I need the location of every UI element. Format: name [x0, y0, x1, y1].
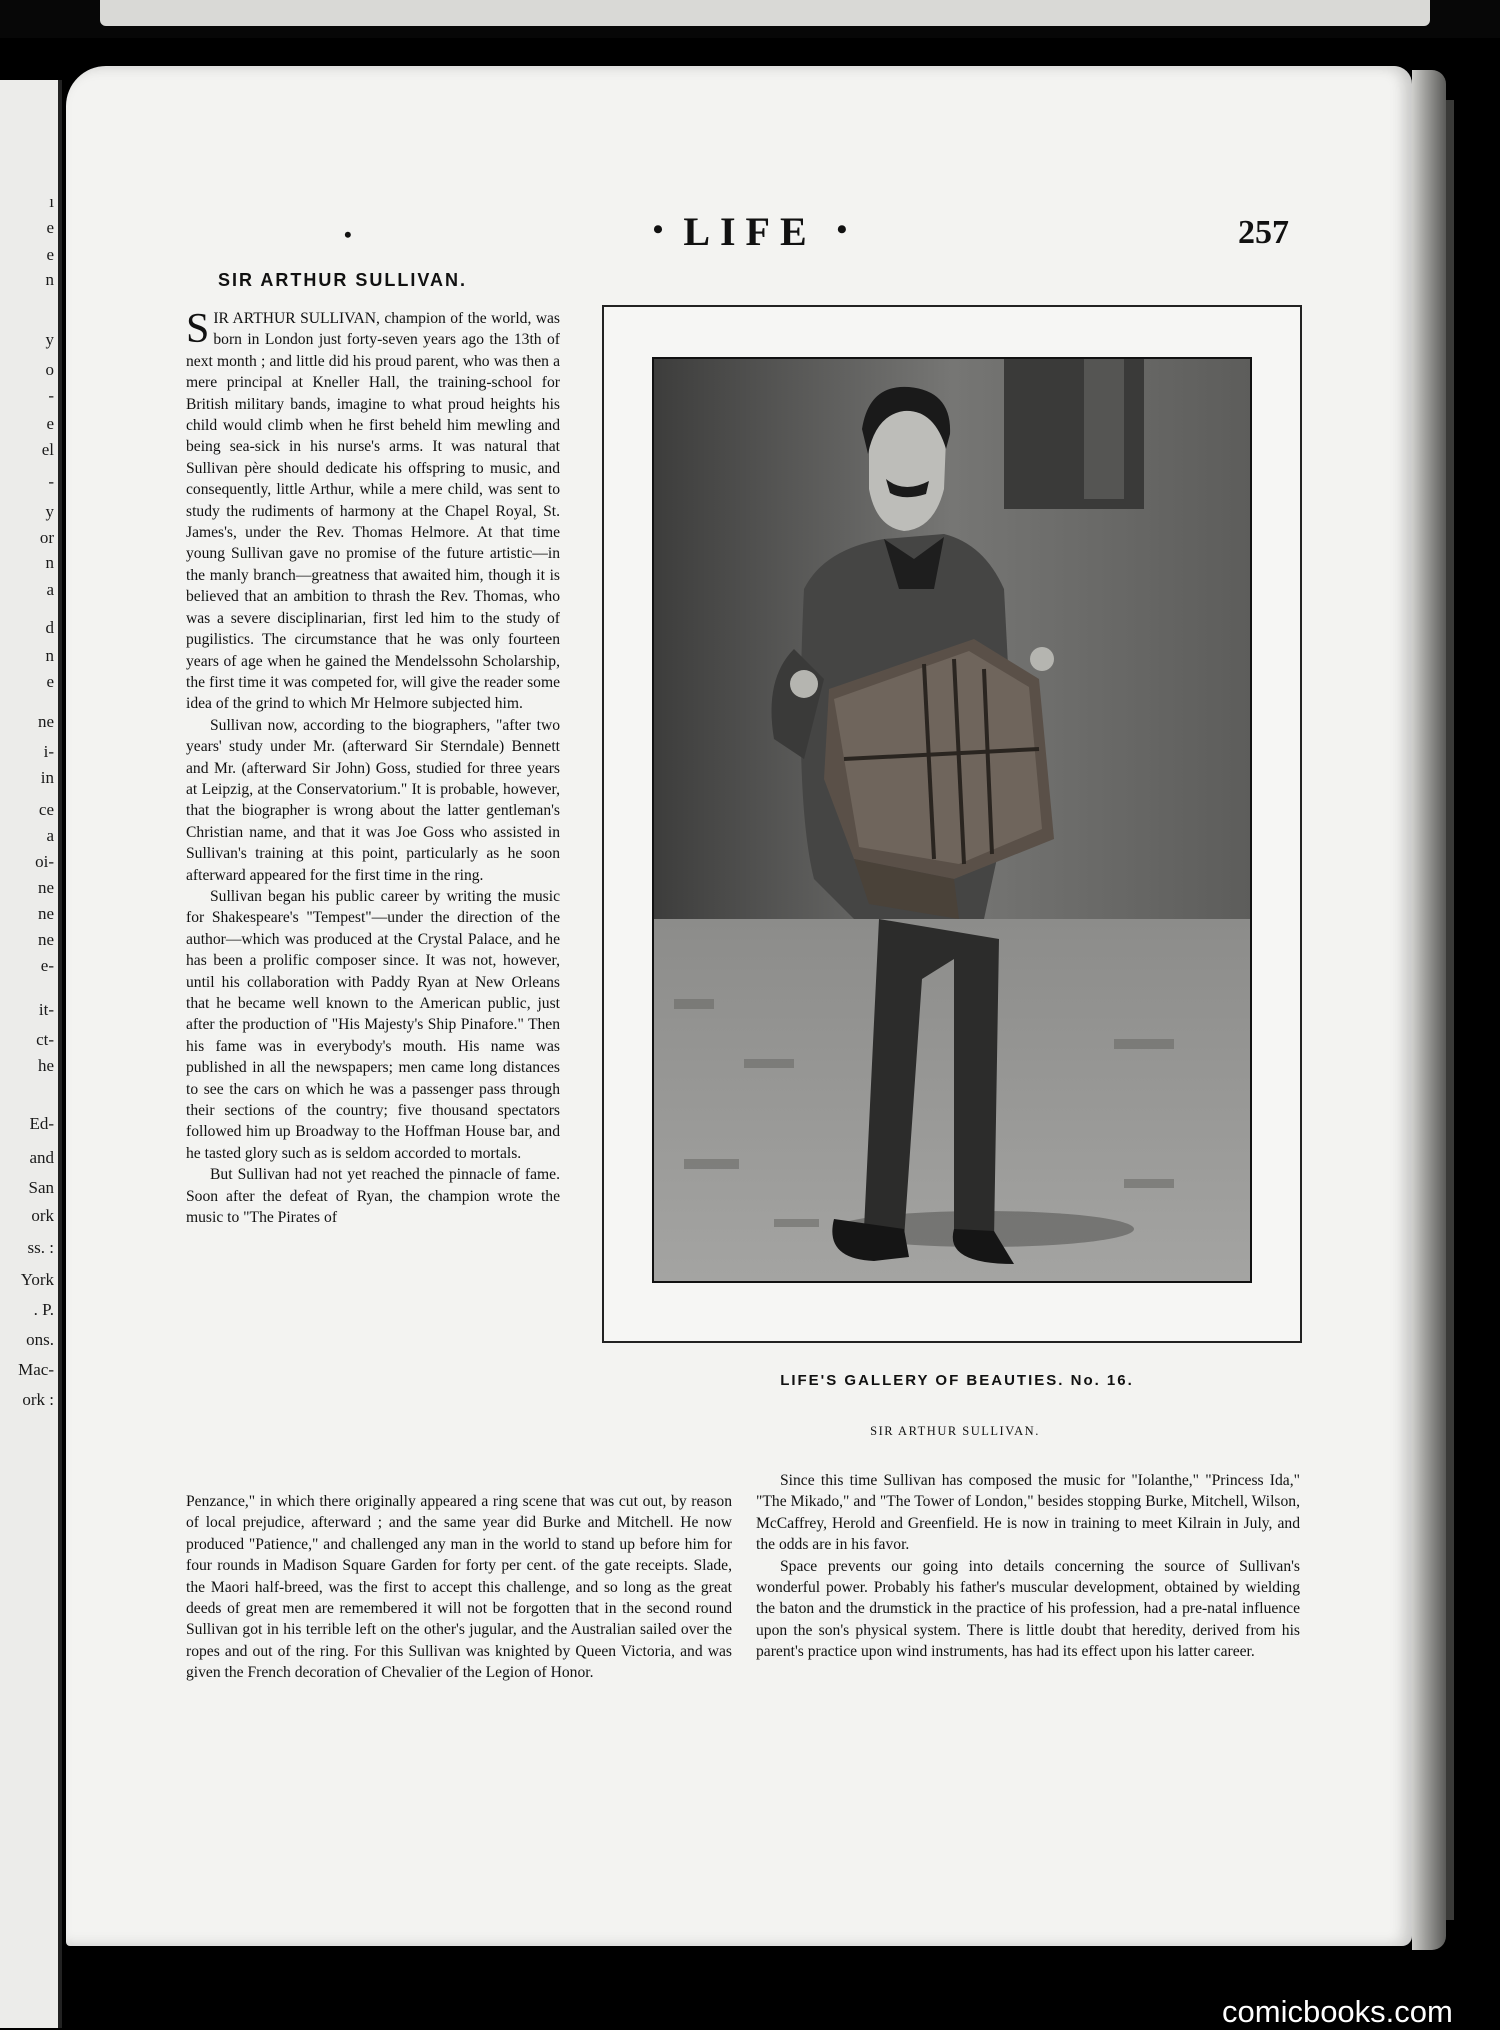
left-page-fragment: ı	[49, 192, 54, 211]
page-edge	[1412, 70, 1446, 1950]
article-bottom-left	[186, 1491, 732, 1684]
left-page-fragment: ss. :	[27, 1238, 54, 1257]
paragraph: Since this time Sullivan has composed the music for "Iolanthe," "Princess Ida," "The Mikado," and "The Tower of London," besides stopping Burke, Mitchell, Wilson, McCaffrey, Herold and Greenfield. He is now in training to meet Kilrain in July, and the odds are in his favor.	[756, 1472, 1300, 1554]
watermark: comicbooks.com	[1222, 1994, 1453, 2029]
article-bottom-right	[756, 1470, 1300, 1663]
masthead: • LIFE •	[652, 209, 848, 254]
left-page-fragment: el	[41, 440, 54, 459]
masthead-dot: •	[344, 222, 352, 247]
left-page-fragment: n	[45, 553, 54, 572]
left-page-fragment: ne	[37, 878, 54, 897]
left-page-fragment: a	[46, 580, 54, 599]
organ-grinder-illustration	[652, 357, 1252, 1283]
paragraph: Sullivan now, according to the biographers, "after two years' study under Mr. (afterward Sir Sterndale) Bennett and Mr. (afterward Sir John) Goss, studied for three years at Leipzig, at the Conservatorium." It is probable, however, that the biographer is wrong about the latter gentleman's Christian name, and that it was Joe Goss who assisted in Sullivan's training at this point, particularly as he soon afterward appeared for the first time in the ring.	[186, 716, 560, 884]
paragraph: Penzance," in which there originally appeared a ring scene that was cut out, by reason of local prejudice, afterward ; and the same year did Burke and Mitchell. He now produced "Patience," and challenged any man in the world to stand up before him for four rounds in Madison Square Garden for forty per cent. of the gate receipts. Slade, the Maori half-breed, was the first to accept this challenge, and so long as the great deeds of great men are remembered it will not be forgotten that in the second round Sullivan got in his terrible left on the other's jugular, and the Australian sailed over the ropes and out of the ring. For this Sullivan was knighted by Queen Victoria, and was given the French decoration of Chevalier of the Legion of Honor.	[186, 1493, 732, 1682]
left-page-fragment: y	[45, 502, 54, 521]
left-page-fragment: he	[37, 1056, 54, 1075]
left-page-fragment: e	[46, 245, 54, 264]
left-page-fragment: e-	[40, 956, 54, 975]
left-page-fragment: and	[29, 1148, 54, 1167]
article-title: SIR ARTHUR SULLIVAN.	[218, 270, 467, 290]
page-number: 257	[1238, 214, 1289, 251]
left-page-fragment: ork :	[22, 1390, 54, 1409]
paragraph: SIR ARTHUR SULLIVAN, champion of the world, was born in London just forty-seven years ago the 13th of next month ; and little did his proud parent, who was then a mere principal at Kneller Hall, the training-school for British military bands, imagine to what proud heights his child would climb when he first beheld him mewling and being sea-sick in his nurse's arms. It was natural that Sullivan père should dedicate his offspring to music, and consequently, little Arthur, while a mere child, was sent to study the rudiments of harmony at the Chapel Royal, St. James's, under the Rev. Thomas Helmore. At that time young Sullivan gave no promise of the future artistic—in the manly branch—greatness that awaited him, though it is believed that an ambition to thrash the Rev. Thomas, who was a severe disciplinarian, first led him to the study of pugilistics. The circumstance that he was only fourteen years of age when he gained the Mendelssohn Scholarship, the first time it was competed for, will give the reader some idea of the grind to which Mr Helmore subjected him.	[186, 306, 560, 713]
left-page-fragment: ons.	[26, 1330, 54, 1349]
left-page-fragment: a	[46, 826, 54, 845]
paragraph: Sullivan began his public career by writing the music for Shakespeare's "Tempest"—under the direction of the author—which was produced at the Crystal Palace, and he has been a prolific composer since. It was not, however, until his collaboration with Paddy Ryan at New Orleans that he became well known to the American public, just after the production of "His Majesty's Ship Pinafore." Then his fame was in everybody's mouth. His name was published in all the newspapers; men came long distances to see the cars on which he was a passenger pass through their sections of the country; five thousand spectators followed him up Broadway to the Hoffman House bar, and he tasted glory such as is seldom accorded to mortals.	[186, 887, 560, 1162]
left-page-fragment: oi-	[35, 852, 54, 871]
left-page-fragment: ne	[37, 904, 54, 923]
left-page-fragment: i-	[43, 742, 54, 761]
article-column-left	[186, 308, 560, 1228]
left-page-fragment: -	[48, 386, 54, 405]
left-page-fragment: y	[45, 330, 54, 349]
left-page-fragment: e	[46, 218, 54, 237]
illustration-subcaption: SIR ARTHUR SULLIVAN.	[870, 1424, 1040, 1438]
previous-page-strip	[0, 0, 1500, 38]
left-page-fragment: n	[45, 646, 54, 665]
paragraph: Space prevents our going into details concerning the source of Sullivan's wonderful power. Probably his father's muscular development, obtained by wielding the baton and the drumstick in the practice of his profession, had a pre-natal influence upon the son's physical system. There is little doubt that heredity, derived from his parent's practice upon wind instruments, has had its effect upon his latter career.	[756, 1557, 1300, 1661]
drop-cap: S	[186, 306, 210, 352]
left-page-fragment: o	[45, 360, 54, 379]
left-page-fragment: in	[40, 768, 54, 787]
left-page-fragment: -	[48, 472, 54, 491]
left-page-fragment: . P.	[33, 1300, 54, 1319]
left-page-fragment: or	[39, 528, 54, 547]
illustration-caption: LIFE'S GALLERY OF BEAUTIES. No. 16.	[780, 1372, 1134, 1389]
left-page-fragment: it-	[38, 1000, 54, 1019]
left-page-fragment: Mac-	[18, 1360, 54, 1379]
left-page-fragment: n	[45, 270, 54, 289]
illustration-frame	[602, 305, 1302, 1343]
left-page-fragment: ne	[37, 712, 54, 731]
left-page-fragment: San	[28, 1178, 54, 1197]
left-page-fragment: ce	[38, 800, 54, 819]
paragraph: But Sullivan had not yet reached the pinnacle of fame. Soon after the defeat of Ryan, the champion wrote the music to "The Pirates of	[186, 1166, 560, 1227]
left-page-fragment: ork	[31, 1206, 54, 1225]
left-page-fragment: York	[20, 1270, 54, 1289]
left-page-fragment: e	[46, 672, 54, 691]
left-page-fragment: ne	[37, 930, 54, 949]
left-page-fragment: ct-	[36, 1030, 54, 1049]
left-page-margin	[0, 80, 62, 2028]
masthead-title: LIFE	[683, 209, 817, 254]
left-page-fragment: e	[46, 414, 54, 433]
left-page-fragment: d	[45, 618, 54, 637]
left-page-fragment: Ed-	[29, 1114, 54, 1133]
